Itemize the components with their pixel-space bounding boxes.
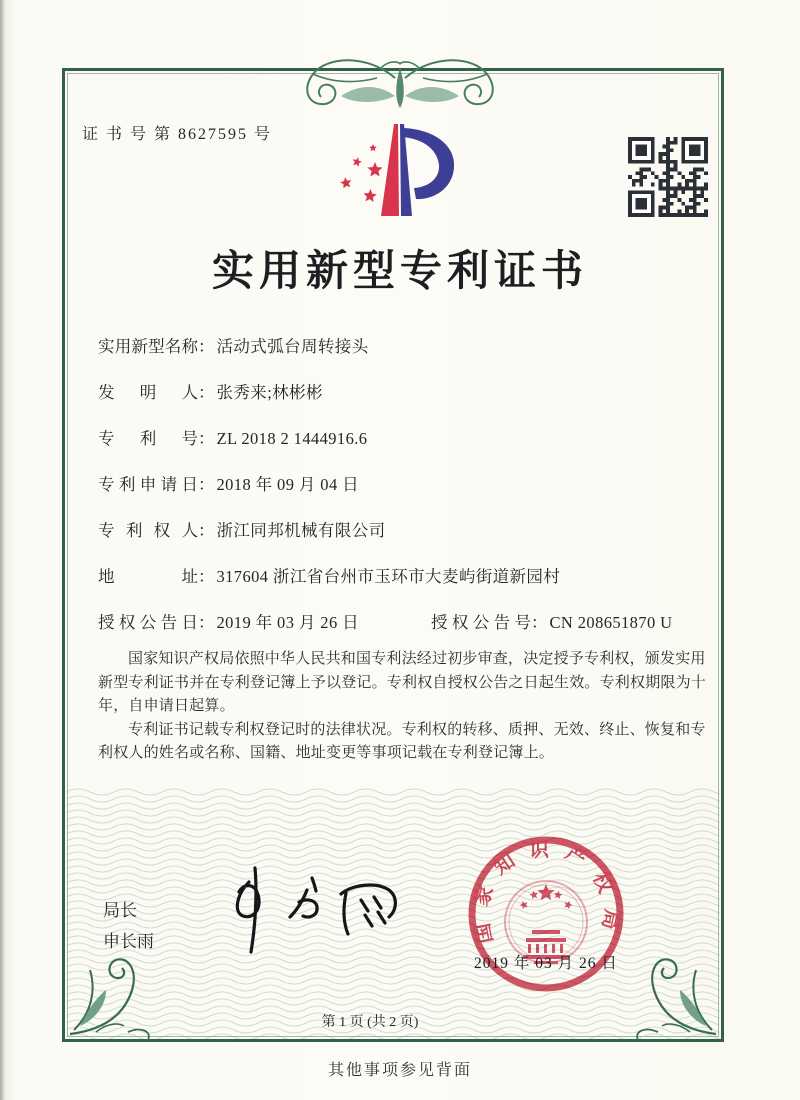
field-label: 专利申请日	[98, 475, 198, 494]
field-label: 实用新型名称	[98, 337, 198, 356]
back-side-note: 其他事项参见背面	[327, 1062, 472, 1079]
field-row-inventor	[98, 370, 718, 416]
certificate-title: 实用新型专利证书	[211, 249, 588, 295]
field-colon: ：	[198, 613, 215, 632]
field-value: 活动式弧台周转接头	[216, 337, 369, 356]
field-row-patentee	[98, 508, 718, 554]
logo-blue-bowl	[403, 128, 454, 199]
field-label: 专利权人	[98, 521, 198, 540]
logo-stars	[340, 144, 383, 202]
field-colon: ：	[198, 337, 215, 356]
field-label: 地址	[98, 567, 198, 586]
field-value: 317604 浙江省台州市玉环市大麦屿街道新园村	[216, 567, 561, 586]
officer-block	[103, 895, 154, 957]
field-value: 浙江同邦机械有限公司	[216, 521, 386, 540]
field-list	[98, 324, 718, 646]
director-signature	[215, 860, 425, 965]
field-label: 专利号	[98, 429, 198, 448]
field-value: 2019 年 03 月 26 日	[216, 613, 360, 632]
seal-date: 2019 年 03 月 26 日	[474, 955, 618, 972]
certificate-number: 证 书 号 第 8627595 号	[82, 126, 273, 143]
page-number: 第 1 页 (共 2 页)	[321, 1015, 419, 1030]
field-label: 授权公告日	[98, 613, 198, 632]
field-colon: ：	[531, 613, 548, 632]
officer-title: 局长	[103, 901, 137, 920]
field-value: ZL 2018 2 1444916.6	[216, 429, 368, 448]
legal-paragraph-1: 国家知识产权局依照中华人民共和国专利法经过初步审查，决定授予专利权，颁发实用新型专利证书并在专利登记簿上予以登记。专利权自授权公告之日起生效。专利权期限为十年，自申请日起算。	[98, 651, 707, 714]
field-row-grant	[98, 600, 718, 646]
field-colon: ：	[198, 383, 215, 402]
field-row-patent-number	[98, 416, 718, 462]
field-colon: ：	[198, 475, 215, 494]
legal-paragraph-2: 专利证书记载专利权登记时的法律状况。专利权的转移、质押、无效、终止、恢复和专利权人的姓名或名称、国籍、地址变更等事项记载在专利登记簿上。	[98, 721, 706, 761]
officer-name: 申长雨	[103, 932, 154, 951]
field-value: 张秀来;林彬彬	[216, 383, 323, 402]
field-label: 发明人	[98, 383, 198, 402]
field-value-grant-number: CN 208651870 U	[549, 613, 673, 632]
field-colon: ：	[198, 521, 215, 540]
field-row-name	[98, 324, 718, 370]
qr-code	[628, 137, 708, 217]
scan-edge-shadow	[0, 0, 6, 1100]
field-label-grant-number: 授权公告号	[431, 613, 532, 632]
field-row-address	[98, 554, 718, 600]
field-row-filing-date	[98, 462, 718, 508]
field-colon: ：	[198, 567, 215, 586]
seal-text: 国家知识产权局	[469, 838, 623, 946]
cnipa-logo	[332, 120, 468, 220]
field-colon: ：	[198, 429, 215, 448]
legal-text	[98, 648, 710, 766]
logo-red-wedge	[381, 124, 399, 216]
field-value: 2018 年 09 月 04 日	[216, 475, 360, 494]
